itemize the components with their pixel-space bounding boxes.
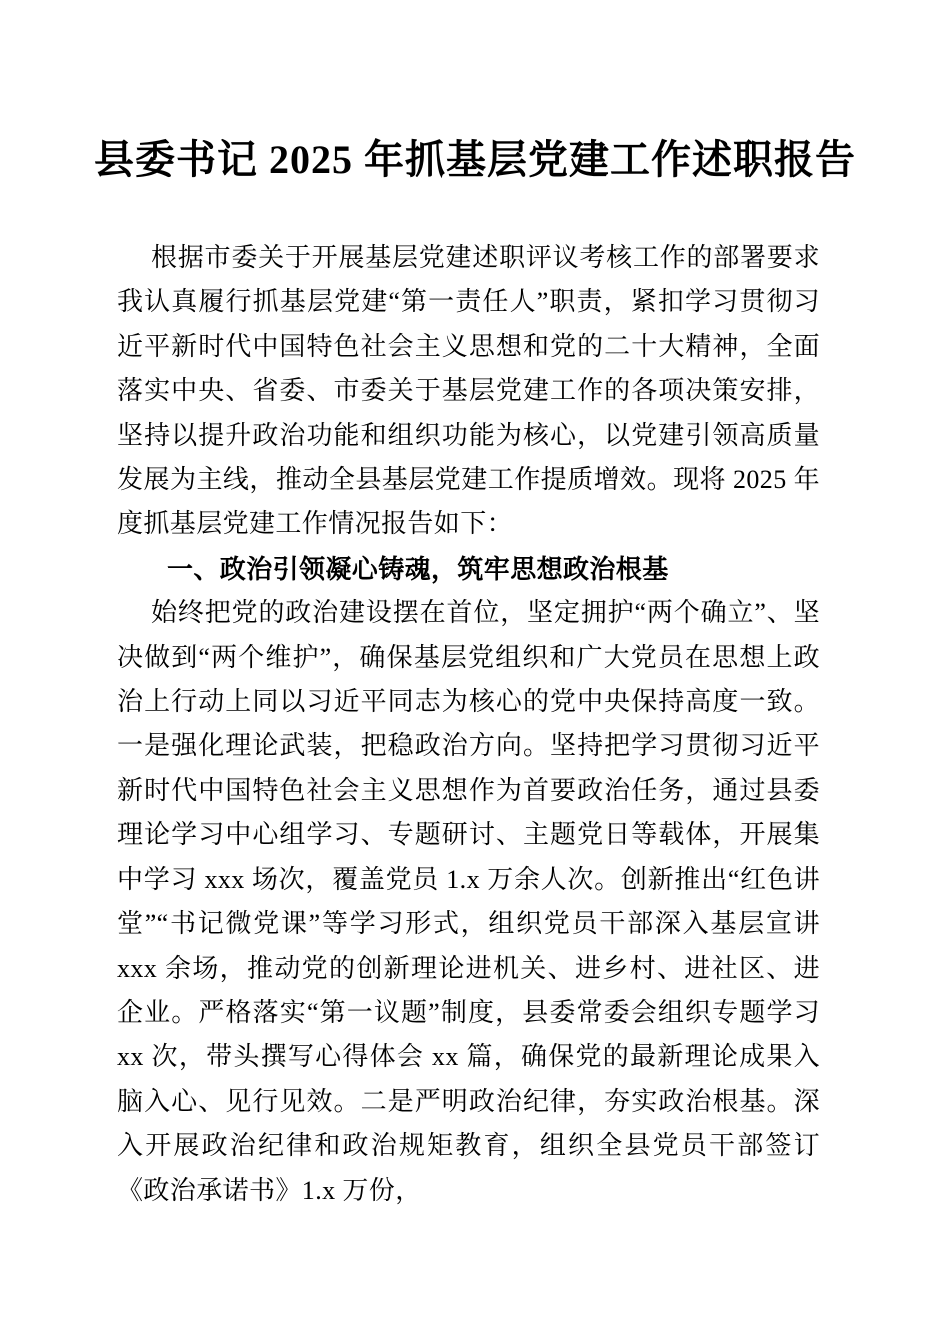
section-heading-1: 一、政治引领凝心铸魂，筑牢思想政治根基	[167, 553, 669, 584]
paragraph-section-1: 始终把党的政治建设摆在首位，坚定拥护“两个确立”、坚决做到“两个维护”，确保基层党组织和广大党员在思想上政治上行动上同以习近平同志为核心的党中央保持高度一致。一是强化理论武装，把稳政治方向。坚持把学习贯彻习近平新时代中国特色社会主义思想作为首要政治任务，通过县委理论学习中心组学习、专题研讨、主题党日等载体，开展集中学习 xxx 场次，覆盖党员 1.x 万余人次。创新推出“红色讲堂”“书记微党课”等学习形式，组织党员干部深入基层宣讲 xxx 余场，推动党的创新理论进机关、进乡村、进社区、进企业。严格落实“第一议题”制度，县委常委会组织专题学习 xx 次，带头撰写心得体会 xx 篇，确保党的最新理论成果入脑入心、见行见效。二是严明政治纪律，夯实政治根基。深入开展政治纪律和政治规矩教育，组织全县党员干部签订《政治承诺书》1.x 万份，	[117, 598, 820, 1205]
document-body	[117, 236, 820, 1213]
paragraph-intro: 根据市委关于开展基层党建述职评议考核工作的部署要求我认真履行抓基层党建“第一责任人”职责，紧扣学习贯彻习近平新时代中国特色社会主义思想和党的二十大精神，全面落实中央、省委、市委关于基层党建工作的各项决策安排，坚持以提升政治功能和组织功能为核心，以党建引领高质量发展为主线，推动全县基层党建工作提质增效。现将 2025 年度抓基层党建工作情况报告如下：	[117, 243, 820, 539]
document-title: 县委书记 2025 年抓基层党建工作述职报告	[94, 137, 856, 182]
